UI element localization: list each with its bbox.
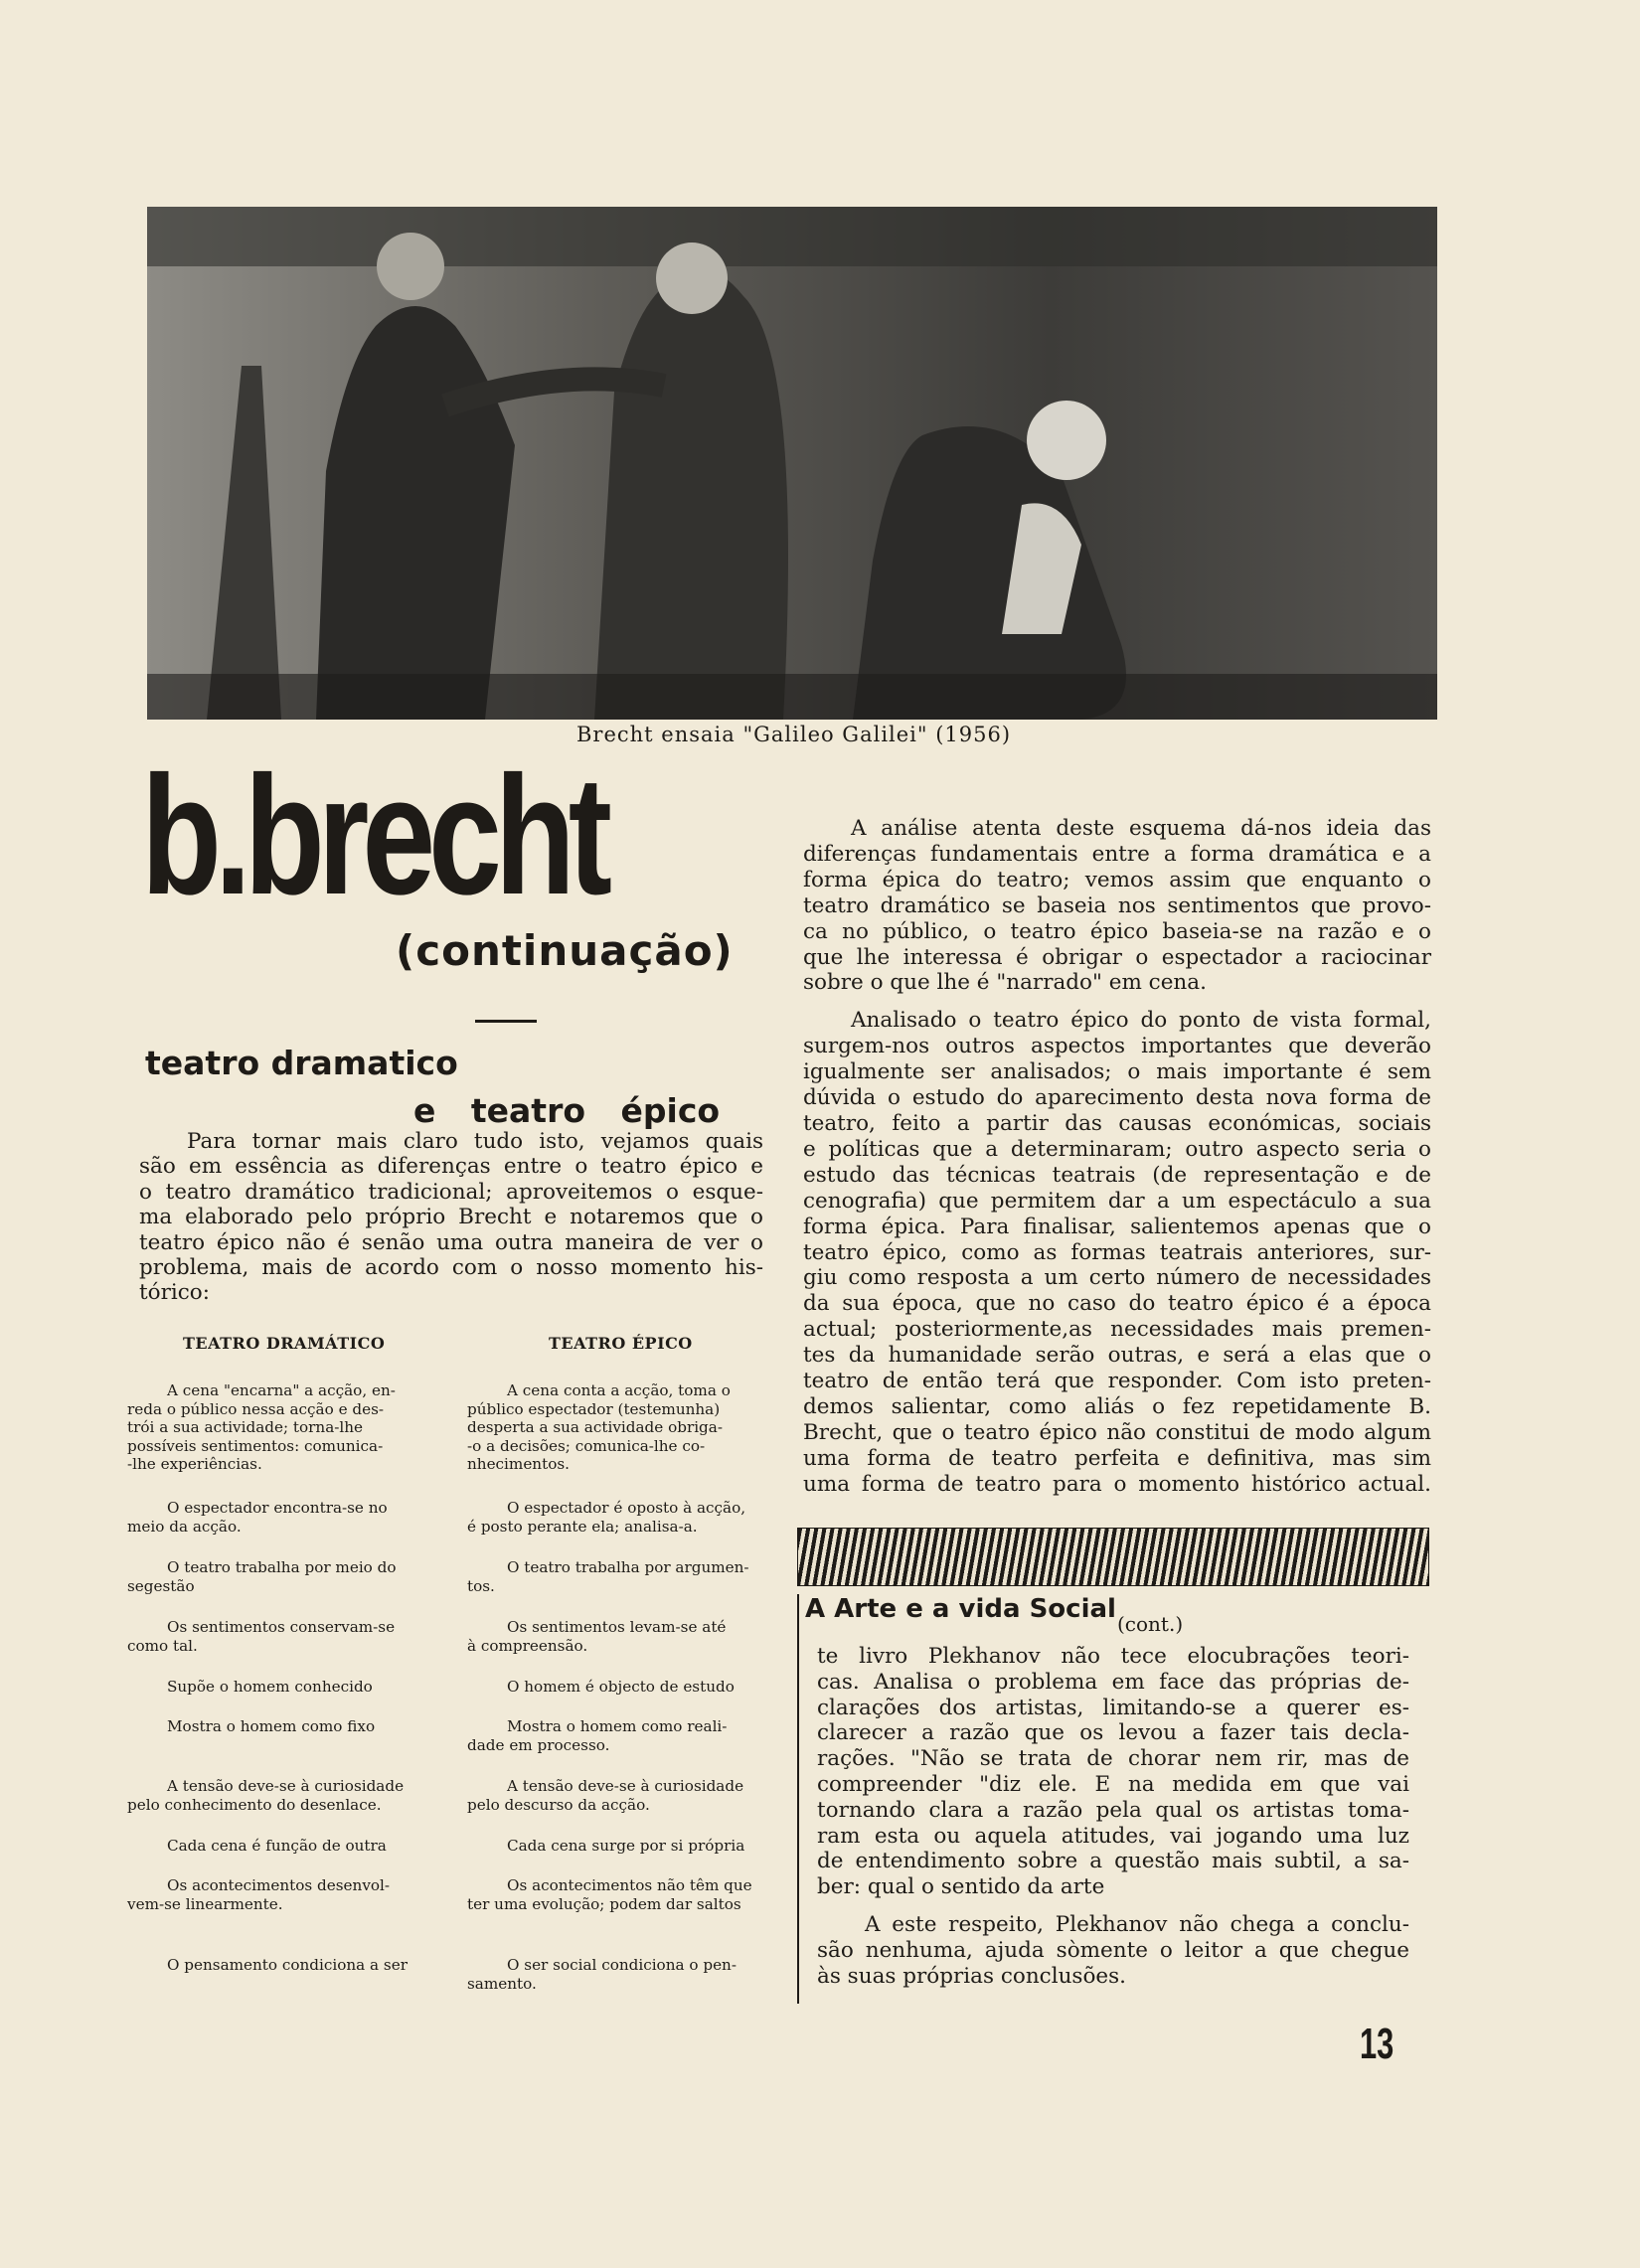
text-line: possíveis sentimentos: comunica- [127, 1436, 384, 1455]
text-line: samento. [467, 1974, 537, 1993]
text-line: Mostra o homem como fixo [167, 1717, 376, 1735]
main-title: b.brecht [141, 741, 605, 930]
text-line: estudo das técnicas teatrais (de representação e de [803, 1162, 1431, 1188]
text-line: são em essência as diferenças entre o teatro épico e [139, 1154, 763, 1180]
paragraph [803, 1008, 1431, 1497]
dramatic-cell [127, 1777, 405, 1814]
dramatic-cell [127, 1717, 390, 1736]
text-line: como tal. [127, 1636, 198, 1655]
text-line: e políticas que a determinaram; outro aspecto seria o [803, 1136, 1431, 1162]
text-line: teatro épico, como as formas teatrais anteriores, sur- [803, 1239, 1431, 1265]
text-line: tórico: [139, 1280, 210, 1306]
text-line: da sua época, que no caso do teatro épico é a época [803, 1291, 1431, 1317]
text-line: dade em processo. [467, 1735, 610, 1754]
paragraph [803, 816, 1431, 996]
dramatic-cell [127, 1381, 396, 1474]
epic-cell [467, 1618, 769, 1655]
text-line: reda o público nessa acção e des- [127, 1399, 385, 1418]
text-line: público espectador (testemunha) [467, 1399, 721, 1418]
text-line: uma forma de teatro para o momento histórico actual. [803, 1471, 1431, 1497]
epic-cell [467, 1837, 769, 1856]
decorative-pattern-bar [797, 1528, 1429, 1586]
epic-cell [467, 1717, 769, 1754]
text-line: A este respeito, Plekhanov não chega a conclu- [865, 1911, 1409, 1937]
text-line: Os acontecimentos não têm que [507, 1876, 752, 1894]
text-line: giu como resposta a um certo número de necessidades [803, 1265, 1431, 1291]
text-line: uma forma de teatro perfeita e definitiva, mas sim [803, 1445, 1431, 1471]
text-line: rações. "Não se trata de chorar nem rir, mas de [817, 1746, 1409, 1772]
text-line: às suas próprias conclusões. [817, 1963, 1127, 1989]
text-line: é posto perante ela; analisa-a. [467, 1517, 698, 1536]
text-line: à compreensão. [467, 1636, 588, 1655]
section-heading-line2: e teatro épico [413, 1091, 721, 1130]
dramatic-cell [127, 1678, 390, 1697]
text-line: tes da humanidade serão outras, e será a elas que o [803, 1343, 1431, 1369]
text-line: Cada cena surge por si própria [507, 1837, 745, 1855]
rehearsal-photo [147, 207, 1437, 720]
text-line: O homem é objecto de estudo [507, 1678, 735, 1696]
text-line: forma épica do teatro; vemos assim que enquanto o [803, 867, 1431, 892]
text-line: nhecimentos. [467, 1455, 570, 1474]
text-line: clarações dos artistas, limitando-se a querer es- [817, 1695, 1409, 1720]
intro-paragraph [139, 1129, 763, 1306]
photo-caption: Brecht ensaia "Galileo Galilei" (1956) [576, 723, 1012, 746]
paragraph [817, 1644, 1409, 1900]
epic-cell [467, 1678, 769, 1697]
column-header-dramatic: TEATRO DRAMÁTICO [183, 1334, 386, 1353]
text-line: Supõe o homem conhecido [167, 1678, 373, 1696]
photo-illustration [147, 207, 1437, 720]
text-line: Os sentimentos conservam-se [167, 1618, 396, 1636]
dramatic-cell [127, 1499, 390, 1536]
text-line: pelo descurso da acção. [467, 1795, 650, 1814]
text-line: A tensão deve-se à curiosidade [507, 1777, 744, 1795]
dramatic-cell [127, 1837, 390, 1856]
text-line: problema, mais de acordo com o nosso momento his- [139, 1255, 763, 1281]
text-line: compreender "diz ele. E na medida em que vai [817, 1771, 1409, 1797]
text-line: demos salientar, como aliás o fez repetidamente B. [803, 1393, 1431, 1419]
dramatic-cell [127, 1618, 396, 1655]
text-line: de entendimento sobre a questão mais subtil, a sa- [817, 1849, 1409, 1874]
epic-cell [467, 1558, 769, 1595]
text-line: te livro Plekhanov não tece elocubrações teori- [817, 1644, 1409, 1669]
text-line: são nenhuma, ajuda sòmente o leitor a que chegue [817, 1937, 1409, 1963]
text-line: sobre o que lhe é "narrado" em cena. [803, 970, 1207, 996]
text-line: O espectador encontra-se no [167, 1499, 388, 1517]
text-line: cenografia) que permitem dar a um espectáculo a sua [803, 1188, 1431, 1214]
text-line: O espectador é oposto à acção, [507, 1499, 746, 1517]
text-line: o teatro dramático tradicional; aproveitemos o esque- [139, 1179, 763, 1205]
text-line: vem-se linearmente. [127, 1894, 283, 1913]
text-line: -o a decisões; comunica-lhe co- [467, 1436, 706, 1455]
text-line: A tensão deve-se à curiosidade [167, 1777, 405, 1795]
epic-cell [467, 1956, 769, 1993]
text-line: -lhe experiências. [127, 1455, 262, 1474]
text-line: Os sentimentos levam-se até [507, 1618, 727, 1636]
text-line: pelo conhecimento do desenlace. [127, 1795, 382, 1814]
arte-box-title: A Arte e a vida Social [805, 1594, 1116, 1624]
text-line: teatro, feito a partir das causas económicas, sociais [803, 1110, 1431, 1136]
text-line: Mostra o homem como reali- [507, 1717, 728, 1735]
column-header-epic: TEATRO ÉPICO [549, 1334, 693, 1353]
text-line: teatro épico não é senão uma outra maneira de ver o [139, 1229, 763, 1255]
text-line: A análise atenta deste esquema dá-nos ideia das [851, 816, 1431, 841]
paragraph [817, 1912, 1409, 1989]
text-line: que lhe interessa é obrigar o espectador a raciocinar [803, 944, 1431, 970]
text-line: Cada cena é função de outra [167, 1837, 387, 1855]
text-line: A cena conta a acção, toma o [507, 1381, 731, 1399]
section-heading-line1: teatro dramatico [145, 1044, 458, 1082]
text-line: ber: qual o sentido da arte [817, 1874, 1105, 1900]
text-line: igualmente ser analisados; o mais importante é sem [803, 1059, 1431, 1085]
text-line: clarecer a razão que os levou a fazer tais decla- [817, 1720, 1409, 1746]
text-line: teatro dramático se baseia nos sentimentos que provo- [803, 892, 1431, 918]
text-line: teatro de então terá que responder. Com isto preten- [803, 1369, 1431, 1394]
text-line: O ser social condiciona o pen- [507, 1956, 737, 1974]
text-line: meio da acção. [127, 1517, 242, 1536]
epic-cell [467, 1777, 769, 1814]
epic-cell [467, 1499, 769, 1536]
text-line: O teatro trabalha por meio do [167, 1558, 397, 1576]
text-line: cas. Analisa o problema em face das próprias de- [817, 1669, 1409, 1695]
page-number: 13 [1360, 2020, 1394, 2068]
arte-box-cont: (cont.) [1117, 1612, 1184, 1636]
text-line: O pensamento condiciona a ser [167, 1956, 408, 1974]
text-line: Os acontecimentos desenvol- [167, 1876, 391, 1894]
text-line: ram esta ou aquela atitudes, vai jogando uma luz [817, 1823, 1409, 1849]
text-line: trói a sua actividade; torna-lhe [127, 1418, 364, 1437]
text-line: O teatro trabalha por argumen- [507, 1558, 749, 1576]
text-line: forma épica. Para finalisar, salientemos apenas que o [803, 1214, 1431, 1239]
dramatic-cell [127, 1558, 397, 1595]
text-line: desperta a sua actividade obriga- [467, 1418, 723, 1437]
text-line: surgem-nos outros aspectos importantes que deverão [803, 1034, 1431, 1059]
text-line: ca no público, o teatro épico baseia-se na razão e o [803, 918, 1431, 944]
epic-cell [467, 1876, 769, 1913]
text-line: tos. [467, 1576, 495, 1595]
text-line: Brecht, que o teatro épico não constitui de modo algum [803, 1419, 1431, 1445]
text-line: tornando clara a razão pela qual os artistas toma- [817, 1797, 1409, 1823]
dramatic-cell [127, 1956, 408, 1975]
subtitle: (continuação) [396, 926, 734, 975]
box-left-rule [797, 1594, 799, 2004]
text-line: ter uma evolução; podem dar saltos [467, 1894, 741, 1913]
text-line: dúvida o estudo do aparecimento desta nova forma de [803, 1085, 1431, 1111]
text-line: Para tornar mais claro tudo isto, vejamos quais [187, 1129, 763, 1154]
text-line: A cena "encarna" a acção, en- [167, 1381, 396, 1399]
text-line: segestão [127, 1576, 195, 1595]
epic-cell [467, 1381, 769, 1474]
arte-box-text [817, 1644, 1409, 2001]
right-column-text [803, 816, 1431, 1510]
dramatic-cell [127, 1876, 390, 1913]
title-rule [475, 1020, 537, 1023]
text-line: diferenças fundamentais entre a forma dramática e a [803, 841, 1431, 867]
text-line: Analisado o teatro épico do ponto de vista formal, [851, 1008, 1431, 1034]
text-line: actual; posteriormente,as necessidades mais premen- [803, 1317, 1431, 1343]
text-line: ma elaborado pelo próprio Brecht e notaremos que o [139, 1205, 763, 1230]
